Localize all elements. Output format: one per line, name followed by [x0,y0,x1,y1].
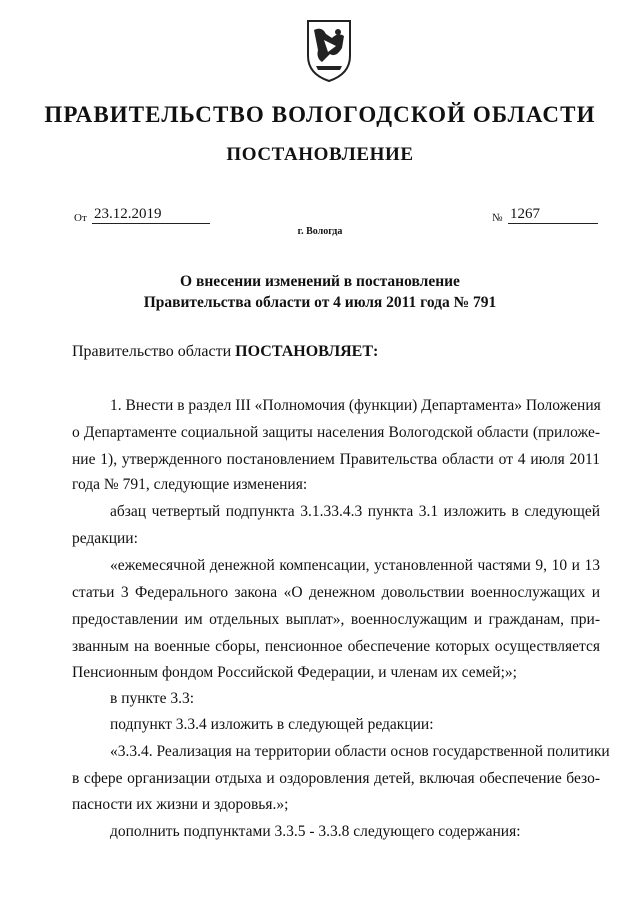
coat-of-arms-emblem [302,18,356,84]
document-number: 1267 [508,206,598,224]
city-label: г. Вологда [297,226,343,237]
government-title: ПРАВИТЕЛЬСТВО ВОЛОГОДСКОЙ ОБЛАСТИ [44,102,596,127]
body-line: «ежемесячной денежной компенсации, установленной частями 9, 10 и 13 [110,557,600,574]
body-line: года № 791, следующие изменения: [72,476,308,493]
document-type: ПОСТАНОВЛЕНИЕ [226,144,414,165]
subject-line: О внесении изменений в постановление [180,273,460,290]
body-line: предоставлении им отдельных выплат», военнослужащим и гражданам, при- [72,611,600,628]
number-prefix: № [492,212,503,224]
resolution-subject: Правительство области [72,343,232,360]
body-line: ние 1), утвержденного постановлением Правительства области от 4 июля 2011 [72,451,600,468]
body-line: «3.3.4. Реализация на территории области основ государственной политики [110,743,610,760]
body-line: подпункт 3.3.4 изложить в следующей редакции: [110,716,434,733]
body-line: о Департаменте социальной защиты населения Вологодской области (приложе- [72,424,600,441]
body-line: пасности их жизни и здоровья.»; [72,796,289,813]
body-line: статьи 3 Федерального закона «О денежном довольствии военнослужащих и [72,584,600,601]
body-line: в сфере организации отдыха и оздоровления детей, включая обеспечение безо- [72,770,600,787]
body-line: Пенсионным фондом Российской Федерации, и членам их семей;»; [72,664,517,681]
resolution-verb: ПОСТАНОВЛЯЕТ: [235,343,379,360]
document-date: 23.12.2019 [92,206,210,224]
body-line: дополнить подпунктами 3.3.5 - 3.3.8 следующего содержания: [110,823,521,840]
body-line: званным на военные сборы, пенсионное обеспечение которых осуществляется [72,638,600,655]
body-line: абзац четвертый подпункта 3.1.33.4.3 пункта 3.1 изложить в следующей [110,503,600,520]
body-line: в пункте 3.3: [110,690,195,707]
date-prefix: От [74,212,87,224]
subject-line: Правительства области от 4 июля 2011 года № 791 [143,294,497,311]
resolution-lead [72,343,378,361]
body-line: редакции: [72,530,138,547]
document-subject [0,271,640,313]
body-line: 1. Внести в раздел III «Полномочия (функции) Департамента» Положения [110,397,601,414]
